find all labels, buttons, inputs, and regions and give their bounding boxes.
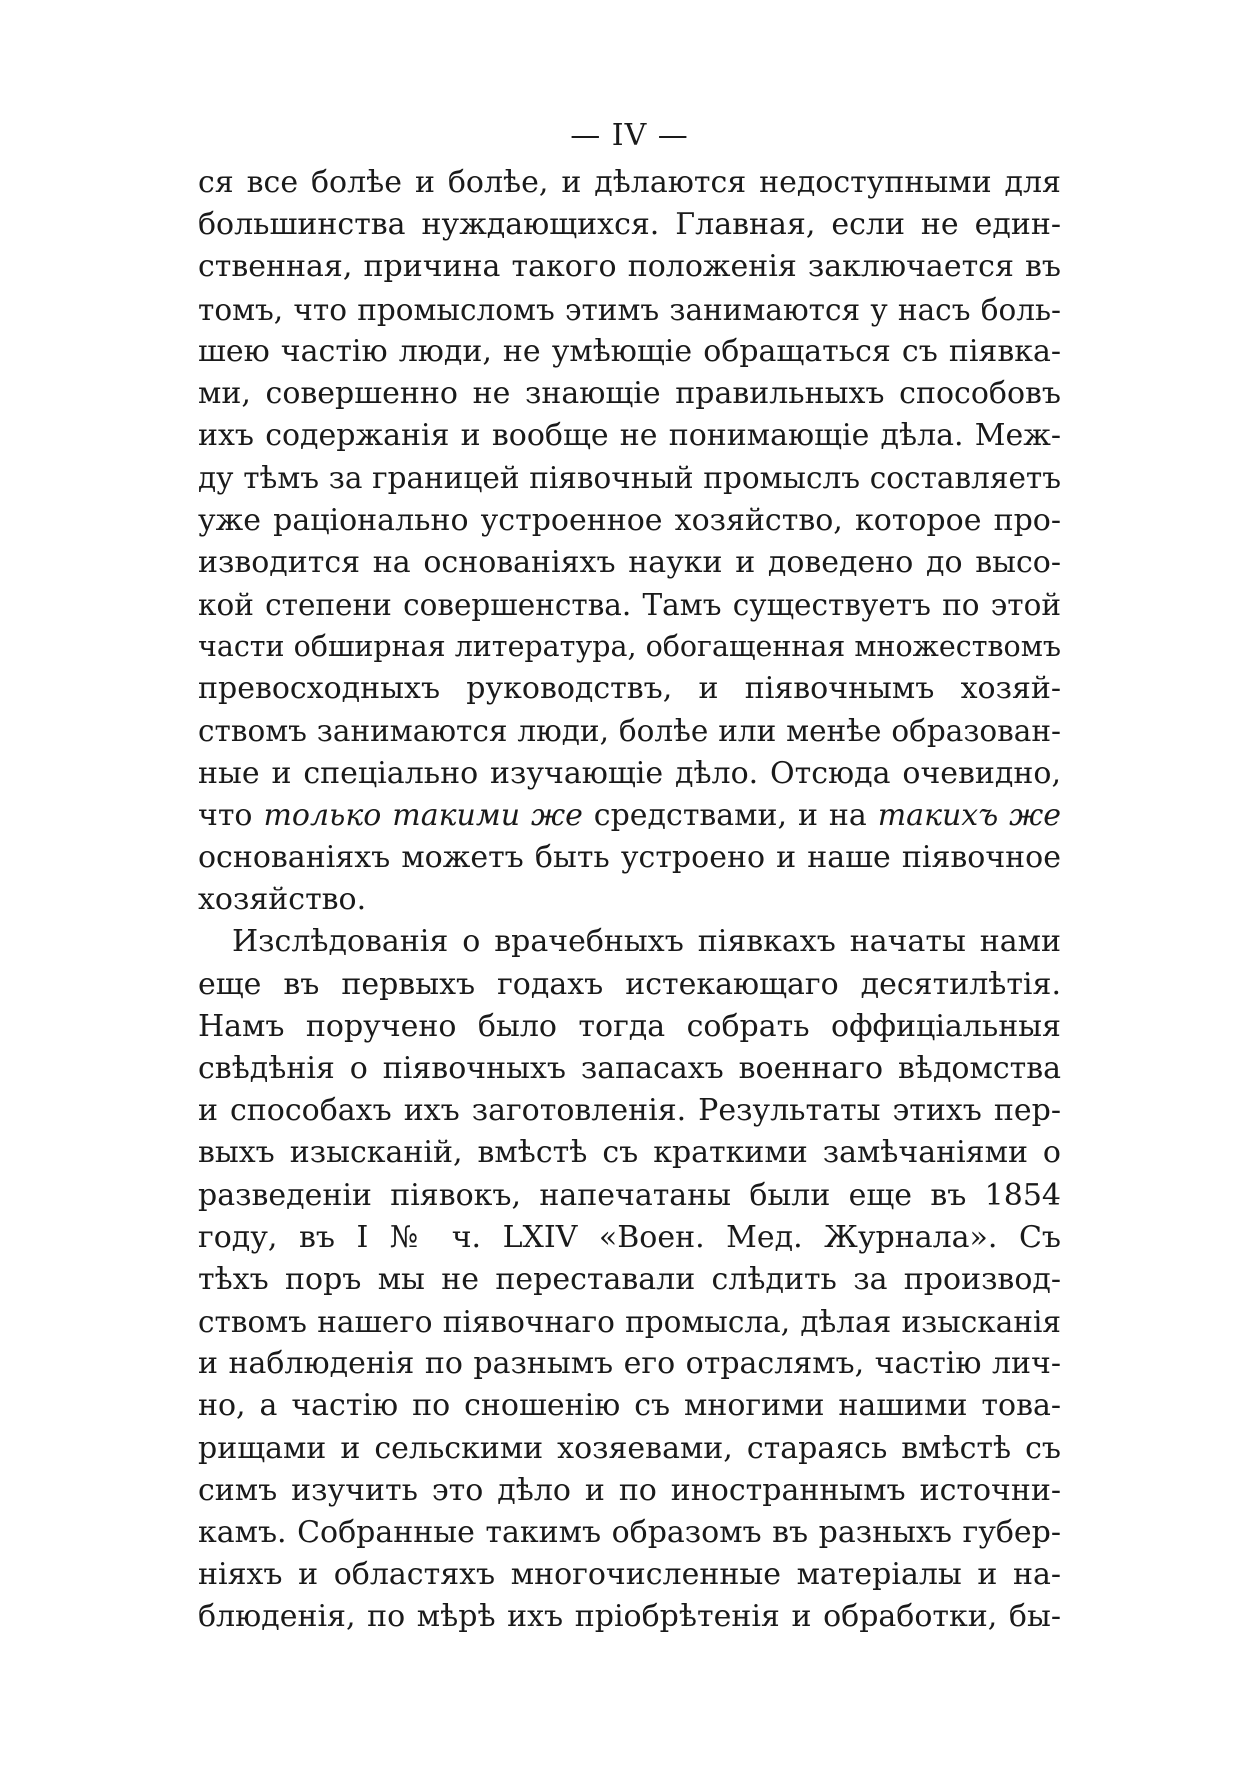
text-line: симъ изучить это дѣло и по иностраннымъ источни- (198, 1472, 1061, 1508)
text-line: разведеніи піявокъ, напечатаны были еще въ 1854 (198, 1177, 1061, 1213)
text-line: рищами и сельскими хозяевами, стараясь вмѣстѣ съ (198, 1430, 1061, 1466)
paragraph-2 (198, 921, 1061, 1638)
text-line: основаніяхъ можетъ быть устроено и наше піявочное (198, 840, 1061, 875)
text-line: ду тѣмъ за границей піявочный промыслъ составляетъ (198, 461, 1061, 496)
text-line: изводится на основаніяхъ науки и доведено до высо- (198, 544, 1061, 580)
text-line: шею частію люди, не умѣющіе обращаться съ піявка- (198, 333, 1061, 369)
text-line: ихъ содержанія и вообще не понимающіе дѣла. Меж- (198, 418, 1061, 454)
text-line: блюденія, по мѣрѣ ихъ пріобрѣтенія и обработки, бы- (198, 1599, 1061, 1635)
text-line: еще въ первыхъ годахъ истекающаго десятилѣтія. (198, 966, 1061, 1002)
text-line: части обширная литература, обогащенная множествомъ (198, 630, 1061, 664)
text-line: ные и спеціально изучающіе дѣло. Отсюда очевидно, (198, 755, 1061, 791)
page-number: — IV — (570, 118, 689, 153)
text-line: свѣдѣнія о піявочныхъ запасахъ военнаго вѣдомства (198, 1050, 1061, 1086)
text-segment: что (198, 797, 253, 833)
text-line: и способахъ ихъ заготовленія. Результаты этихъ пер- (198, 1093, 1061, 1129)
text-line: камъ. Собранные такимъ образомъ въ разныхъ губер- (198, 1515, 1061, 1550)
text-line: но, а частію по сношенію съ многими нашими това- (198, 1388, 1061, 1424)
text-line: кой степени совершенства. Тамъ существуетъ по этой (198, 587, 1061, 622)
italic-segment: только такими же (263, 797, 583, 833)
text-line: ми, совершенно не знающіе правильныхъ способовъ (198, 375, 1061, 411)
text-line: ніяхъ и областяхъ многочисленные матеріалы и на- (198, 1557, 1061, 1593)
text-line-italic-mix (198, 795, 1061, 837)
text-line: ствомъ занимаются люди, болѣе или менѣе образован- (198, 714, 1061, 749)
text-line: уже раціонально устроенное хозяйство, которое про- (198, 502, 1061, 538)
text-line: хозяйство. (198, 882, 367, 918)
text-line: тѣхъ поръ мы не переставали слѣдить за производ- (198, 1261, 1061, 1297)
text-line: большинства нуждающихся. Главная, если не един- (198, 207, 1061, 243)
text-line: ствомъ нашего піявочнаго промысла, дѣлая изысканія (198, 1305, 1061, 1340)
text-line: выхъ изысканій, вмѣстѣ съ краткими замѣчаніями о (198, 1135, 1061, 1171)
text-line: Изслѣдованія о врачебныхъ піявкахъ начаты нами (232, 924, 1061, 960)
text-segment: средствами, и на (593, 797, 867, 833)
text-line: превосходныхъ руководствъ, и піявочнымъ хозяй- (198, 671, 1061, 707)
text-line: ся все болѣе и болѣе, и дѣлаются недоступными для (198, 165, 1061, 200)
paragraph-1 (198, 162, 1061, 921)
text-line: томъ, что промысломъ этимъ занимаются у насъ боль- (198, 292, 1061, 327)
text-line: и наблюденія по разнымъ его отраслямъ, частію лич- (198, 1346, 1061, 1382)
text-line: ственная, причина такого положенія заключается въ (198, 249, 1061, 285)
text-line: году, въ I № ч. LXIV «Воен. Мед. Журнала». Съ (198, 1219, 1061, 1255)
text-line: Намъ поручено было тогда собрать оффиціальныя (198, 1008, 1061, 1044)
italic-segment: такихъ же (877, 797, 1061, 833)
